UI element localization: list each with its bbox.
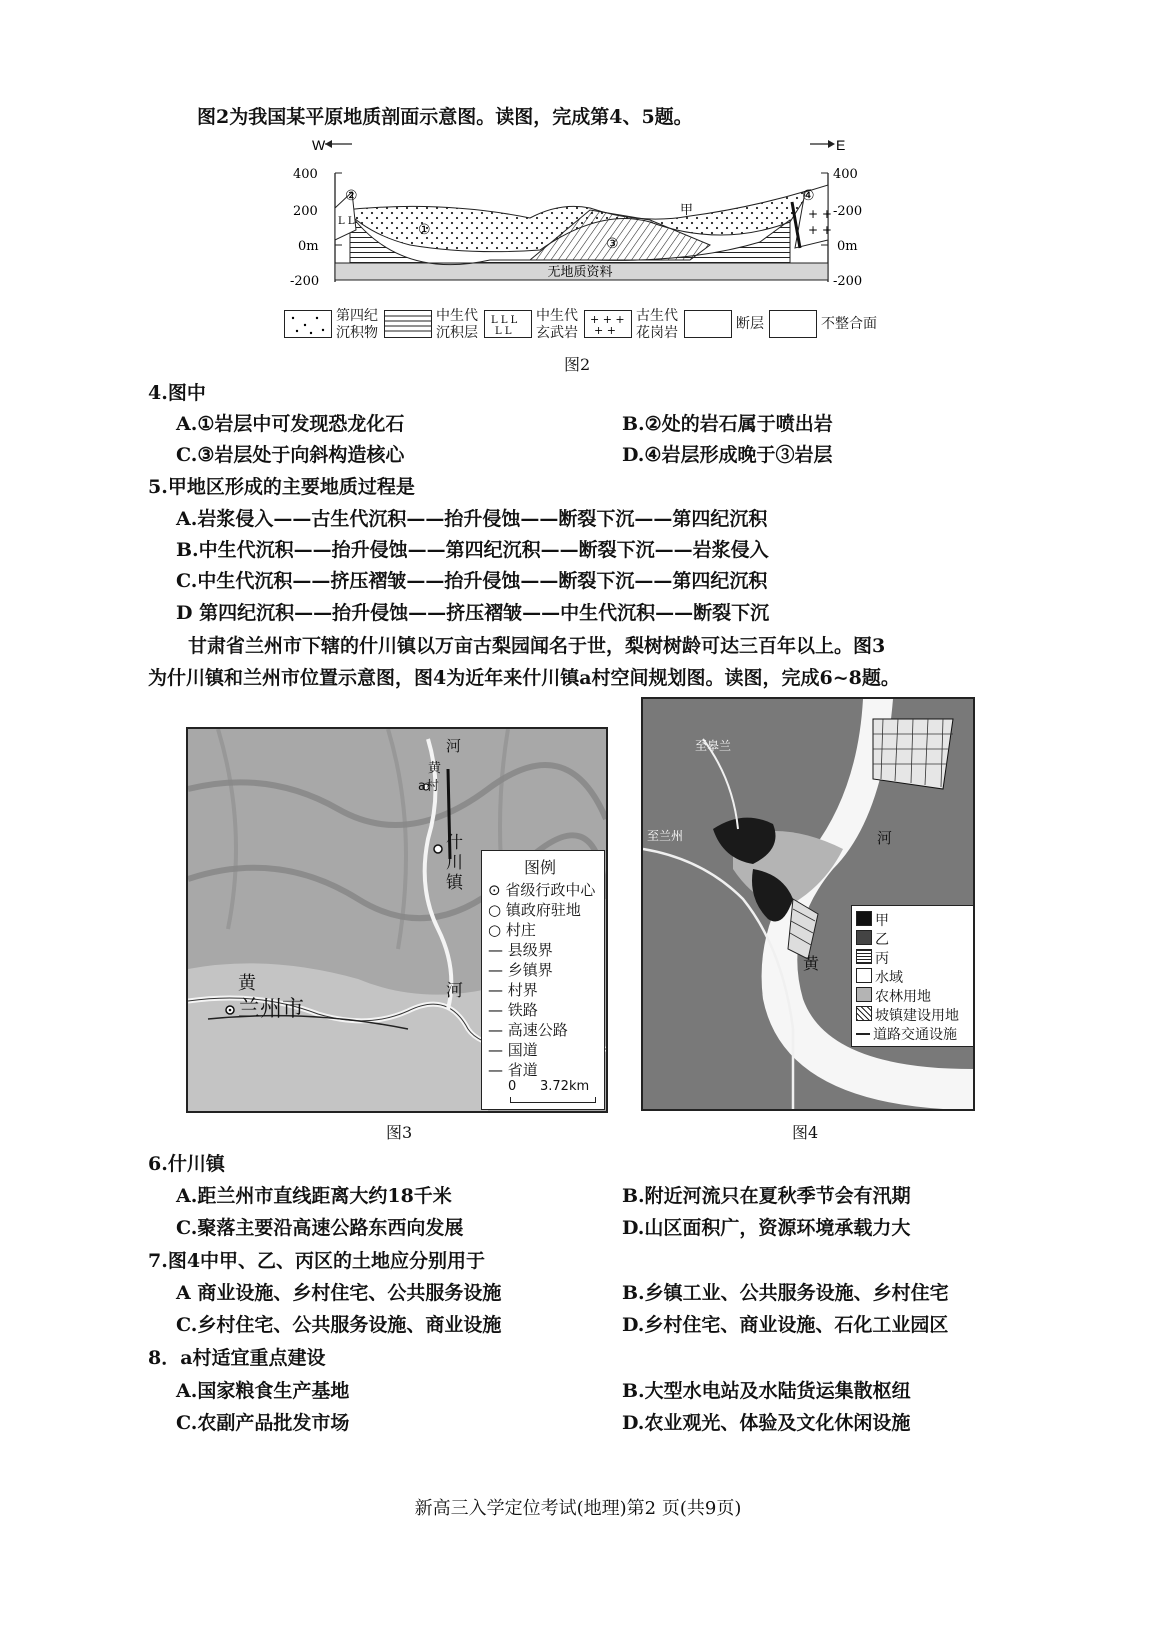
legend-town-seat: ○ 镇政府驻地 [488,901,581,919]
q4-option-c: C.③岩层处于向斜构造核心 [176,444,405,466]
y-left-0: 0m [298,239,319,254]
q7-option-a: A 商业设施、乡村住宅、公共服务设施 [176,1282,502,1304]
figure-3-map [186,727,608,1113]
no-data-label: 无地质资料 [547,264,613,279]
q6-option-d: D.山区面积广，资源环境承载力大 [622,1217,911,1239]
legend-fault: 断层 [736,316,764,332]
legend-expressway: — 高速公路 [488,1021,568,1039]
legend-provincial-road: — 省道 [488,1061,538,1079]
q5-option-d: D 第四纪沉积——抬升侵蚀——挤压褶皱——中生代沉积——断裂下沉 [176,602,770,624]
y-right-400: 400 [833,167,858,182]
q6-option-a: A.距兰州市直线距离大约18千米 [176,1185,452,1207]
q7-option-d: D.乡村住宅、商业设施、石化工业园区 [622,1314,949,1336]
fig3-legend [481,850,605,1110]
q8-stem: 8．a村适宜重点建设 [148,1347,326,1369]
legend-granite: 古生代 花岗岩 [636,308,678,341]
y-right-200: -200 [833,204,863,219]
q5-stem: 5.甲地区形成的主要地质过程是 [148,476,415,498]
fig4-huang-label: 黄 [803,954,820,973]
legend-national-road: — 国道 [488,1041,538,1059]
q8-option-b: B.大型水电站及水陆货运集散枢纽 [622,1380,911,1402]
scale-bar [510,1097,596,1103]
q8-option-a: A.国家粮食生产基地 [176,1380,350,1402]
legend-provincial-center: ⊙ 省级行政中心 [488,881,596,899]
y-right-neg200: -200 [833,274,863,289]
fig3-huang-label: 黄 [238,973,256,994]
fig3-he-top-label: 河 [446,737,462,755]
y-left-neg200: -200 [290,274,320,289]
fig3-caption: 图3 [386,1123,413,1142]
lanzhou-label: 兰州市 [238,997,305,1022]
legend-road: 道路交通设施 [856,1024,957,1044]
svg-text:L L: L L [338,216,355,227]
scale-zero: 0 [508,1079,517,1094]
q7-option-c: C.乡村住宅、公共服务设施、商业设施 [176,1314,502,1336]
figure-4-map [641,697,975,1111]
west-label: W [312,137,326,153]
fig34-intro-line1: 甘肃省兰州市下辖的什川镇以万亩古梨园闻名于世，梨树树龄可达三百年以上。图3 [188,635,886,657]
legend-lines-swatch [384,310,432,338]
svg-text:+ +: + + [808,207,832,221]
legend-unconformity-swatch [769,310,817,338]
svg-text:+ +: + + [808,223,832,237]
fig2-legend [284,306,884,346]
legend-water: 水域 [856,967,903,987]
fig34-intro-line2: 为什川镇和兰州市位置示意图，图4为近年来什川镇a村空间规划图。读图，完成6~8题。 [148,667,900,689]
legend-construction: 坡镇建设用地 [856,1005,959,1025]
legend-township-boundary: — 乡镇界 [488,961,553,979]
marker-2: ② [345,188,358,204]
to-lanzhou-label: 至兰州 [647,829,684,843]
legend-unconformity: 不整合面 [821,316,877,332]
fig3-he-label: 河 [446,981,463,1001]
marker-1: ① [418,222,431,238]
fig4-caption: 图4 [792,1123,819,1142]
marker-3: ③ [606,236,619,252]
q5-option-c: C.中生代沉积——挤压褶皱——抬升侵蚀——断裂下沉——第四纪沉积 [176,570,768,592]
y-right-0: 0m [837,239,858,254]
shichuan-label: 什川镇 [446,833,463,893]
legend-county-boundary: — 县级界 [488,941,553,959]
to-gaolan-label: 至皋兰 [695,739,732,753]
legend-quaternary: 第四纪 沉积物 [336,308,378,341]
geologic-section-svg [290,130,890,305]
a-village-label: a村 [418,779,439,794]
fig4-terrain [643,699,973,1109]
legend-granite-swatch [584,310,632,338]
q4-stem: 4.图中 [148,382,206,404]
svg-text:L L L: L L L [491,315,518,326]
legend-farmland: 农林用地 [856,986,931,1006]
q6-stem: 6.什川镇 [148,1153,225,1175]
svg-text:L L: L L [495,326,512,337]
y-left-400: 400 [293,167,318,182]
fig3-huang-top-label: 黄 [428,761,442,776]
q4-option-b: B.②处的岩石属于喷出岩 [622,413,833,435]
q4-option-a: A.①岩层中可发现恐龙化石 [176,413,405,435]
geologic-section-figure [290,130,890,305]
legend-railway: — 铁路 [488,1001,538,1019]
fig4-legend [851,905,975,1047]
q7-option-b: B.乡镇工业、公共服务设施、乡村住宅 [622,1282,949,1304]
q8-option-d: D.农业观光、体验及文化休闲设施 [622,1412,911,1434]
q6-option-b: B.附近河流只在夏秋季节会有汛期 [622,1185,911,1207]
q5-option-b: B.中生代沉积——抬升侵蚀——第四纪沉积——断裂下沉——岩浆侵入 [176,539,769,561]
legend-basalt-swatch [484,310,532,338]
legend-village-boundary: — 村界 [488,981,538,999]
legend-yi: 乙 [856,929,889,949]
legend-jia: 甲 [856,910,889,930]
svg-text:+ +: + + [594,324,616,337]
q4-option-d: D.④岩层形成晚于③岩层 [622,444,833,466]
svg-text:+ + +: + + + [590,313,625,326]
marker-4: ④ [802,188,815,204]
legend-fault-swatch [684,310,732,338]
fig2-caption: 图2 [564,355,591,374]
q7-stem: 7.图4中甲、乙、丙区的土地应分别用于 [148,1250,486,1272]
legend-bing: 丙 [856,948,889,968]
q8-option-c: C.农副产品批发市场 [176,1412,350,1434]
q5-option-a: A.岩浆侵入——古生代沉积——抬升侵蚀——断裂下沉——第四纪沉积 [176,508,768,530]
jia-label: 甲 [680,203,694,218]
fig4-he-label: 河 [877,829,893,847]
east-label: E [836,137,846,153]
legend-basalt: 中生代 玄武岩 [536,308,578,341]
fig2-intro: 图2为我国某平原地质剖面示意图。读图，完成第4、5题。 [197,106,693,128]
q6-option-c: C.聚落主要沿高速公路东西向发展 [176,1217,464,1239]
legend-dots-swatch [284,310,332,338]
fig3-legend-title: 图例 [524,858,557,877]
legend-village: ○ 村庄 [488,921,536,939]
legend-mesozoic-sed: 中生代 沉积层 [436,308,478,341]
y-left-200: 200 [293,204,318,219]
page-footer: 新高三入学定位考试(地理)第2 页(共9页) [414,1498,742,1519]
scale-length: 3.72km [540,1079,590,1094]
